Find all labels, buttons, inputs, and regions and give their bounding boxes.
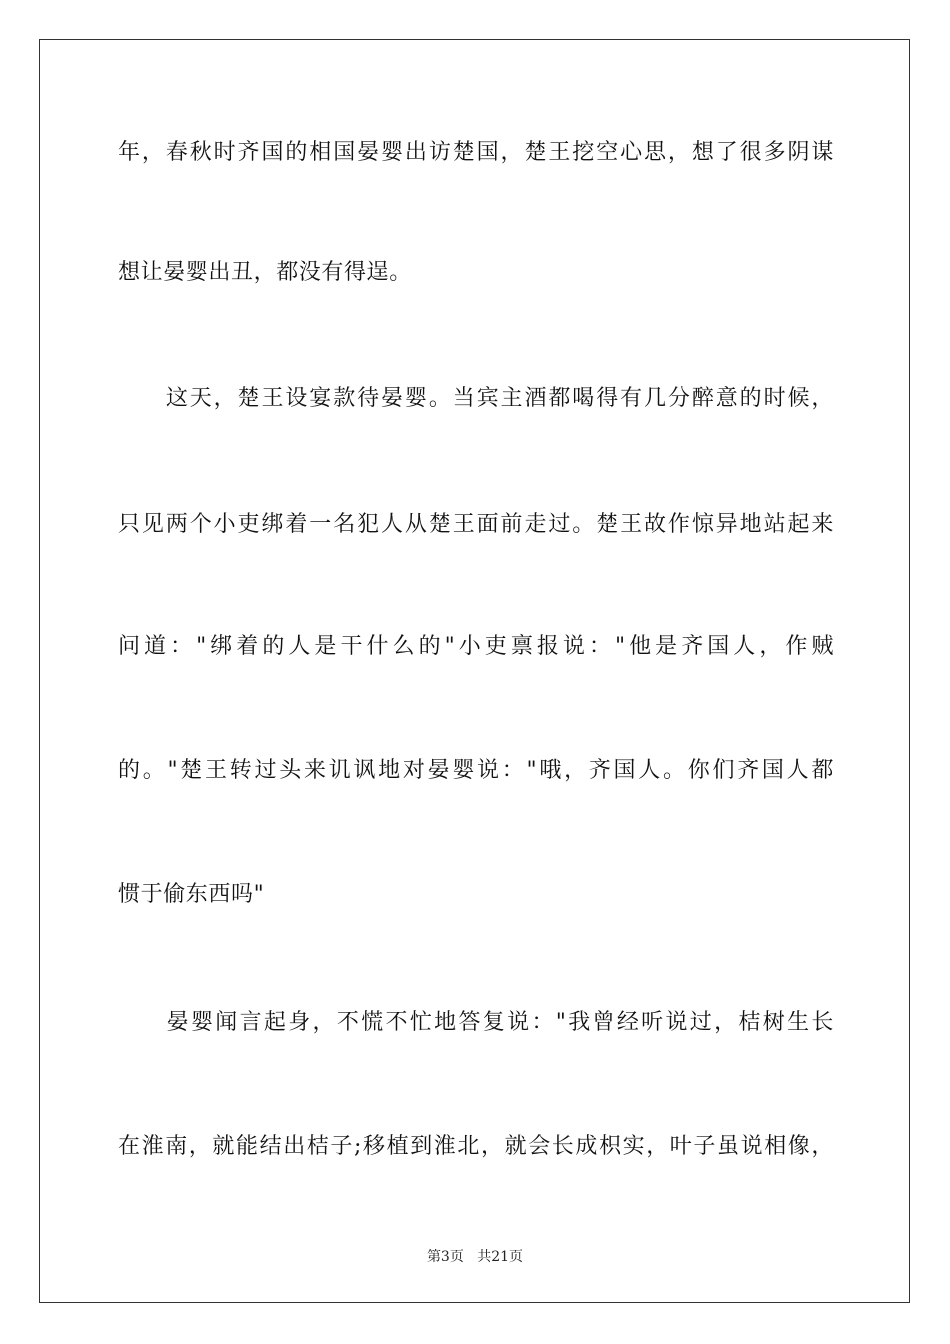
body-text-line: 这天，楚王设宴款待晏婴。当宾主酒都喝得有几分醉意的时候， <box>118 386 834 411</box>
body-text-line: 的。"楚王转过头来讥讽地对晏婴说："哦，齐国人。你们齐国人都 <box>118 758 834 783</box>
body-text-line: 只见两个小吏绑着一名犯人从楚王面前走过。楚王故作惊异地站起来 <box>118 512 834 537</box>
page-border <box>39 39 910 1303</box>
body-text-line: 在淮南，就能结出桔子;移植到淮北，就会长成枳实，叶子虽说相像， <box>118 1134 834 1159</box>
body-text-line: 想让晏婴出丑，都没有得逞。 <box>118 260 412 285</box>
page-total: 共21页 <box>477 1249 524 1265</box>
body-text-line: 晏婴闻言起身，不慌不忙地答复说："我曾经听说过，桔树生长 <box>118 1010 834 1035</box>
body-text-line: 问道："绑着的人是干什么的"小吏禀报说："他是齐国人，作贼 <box>118 634 834 659</box>
body-text-line: 惯于偷东西吗" <box>118 882 265 907</box>
body-text-line: 年，春秋时齐国的相国晏婴出访楚国，楚王挖空心思，想了很多阴谋 <box>118 140 834 165</box>
page-number: 第3页 <box>426 1249 464 1265</box>
page-footer <box>0 1248 950 1266</box>
